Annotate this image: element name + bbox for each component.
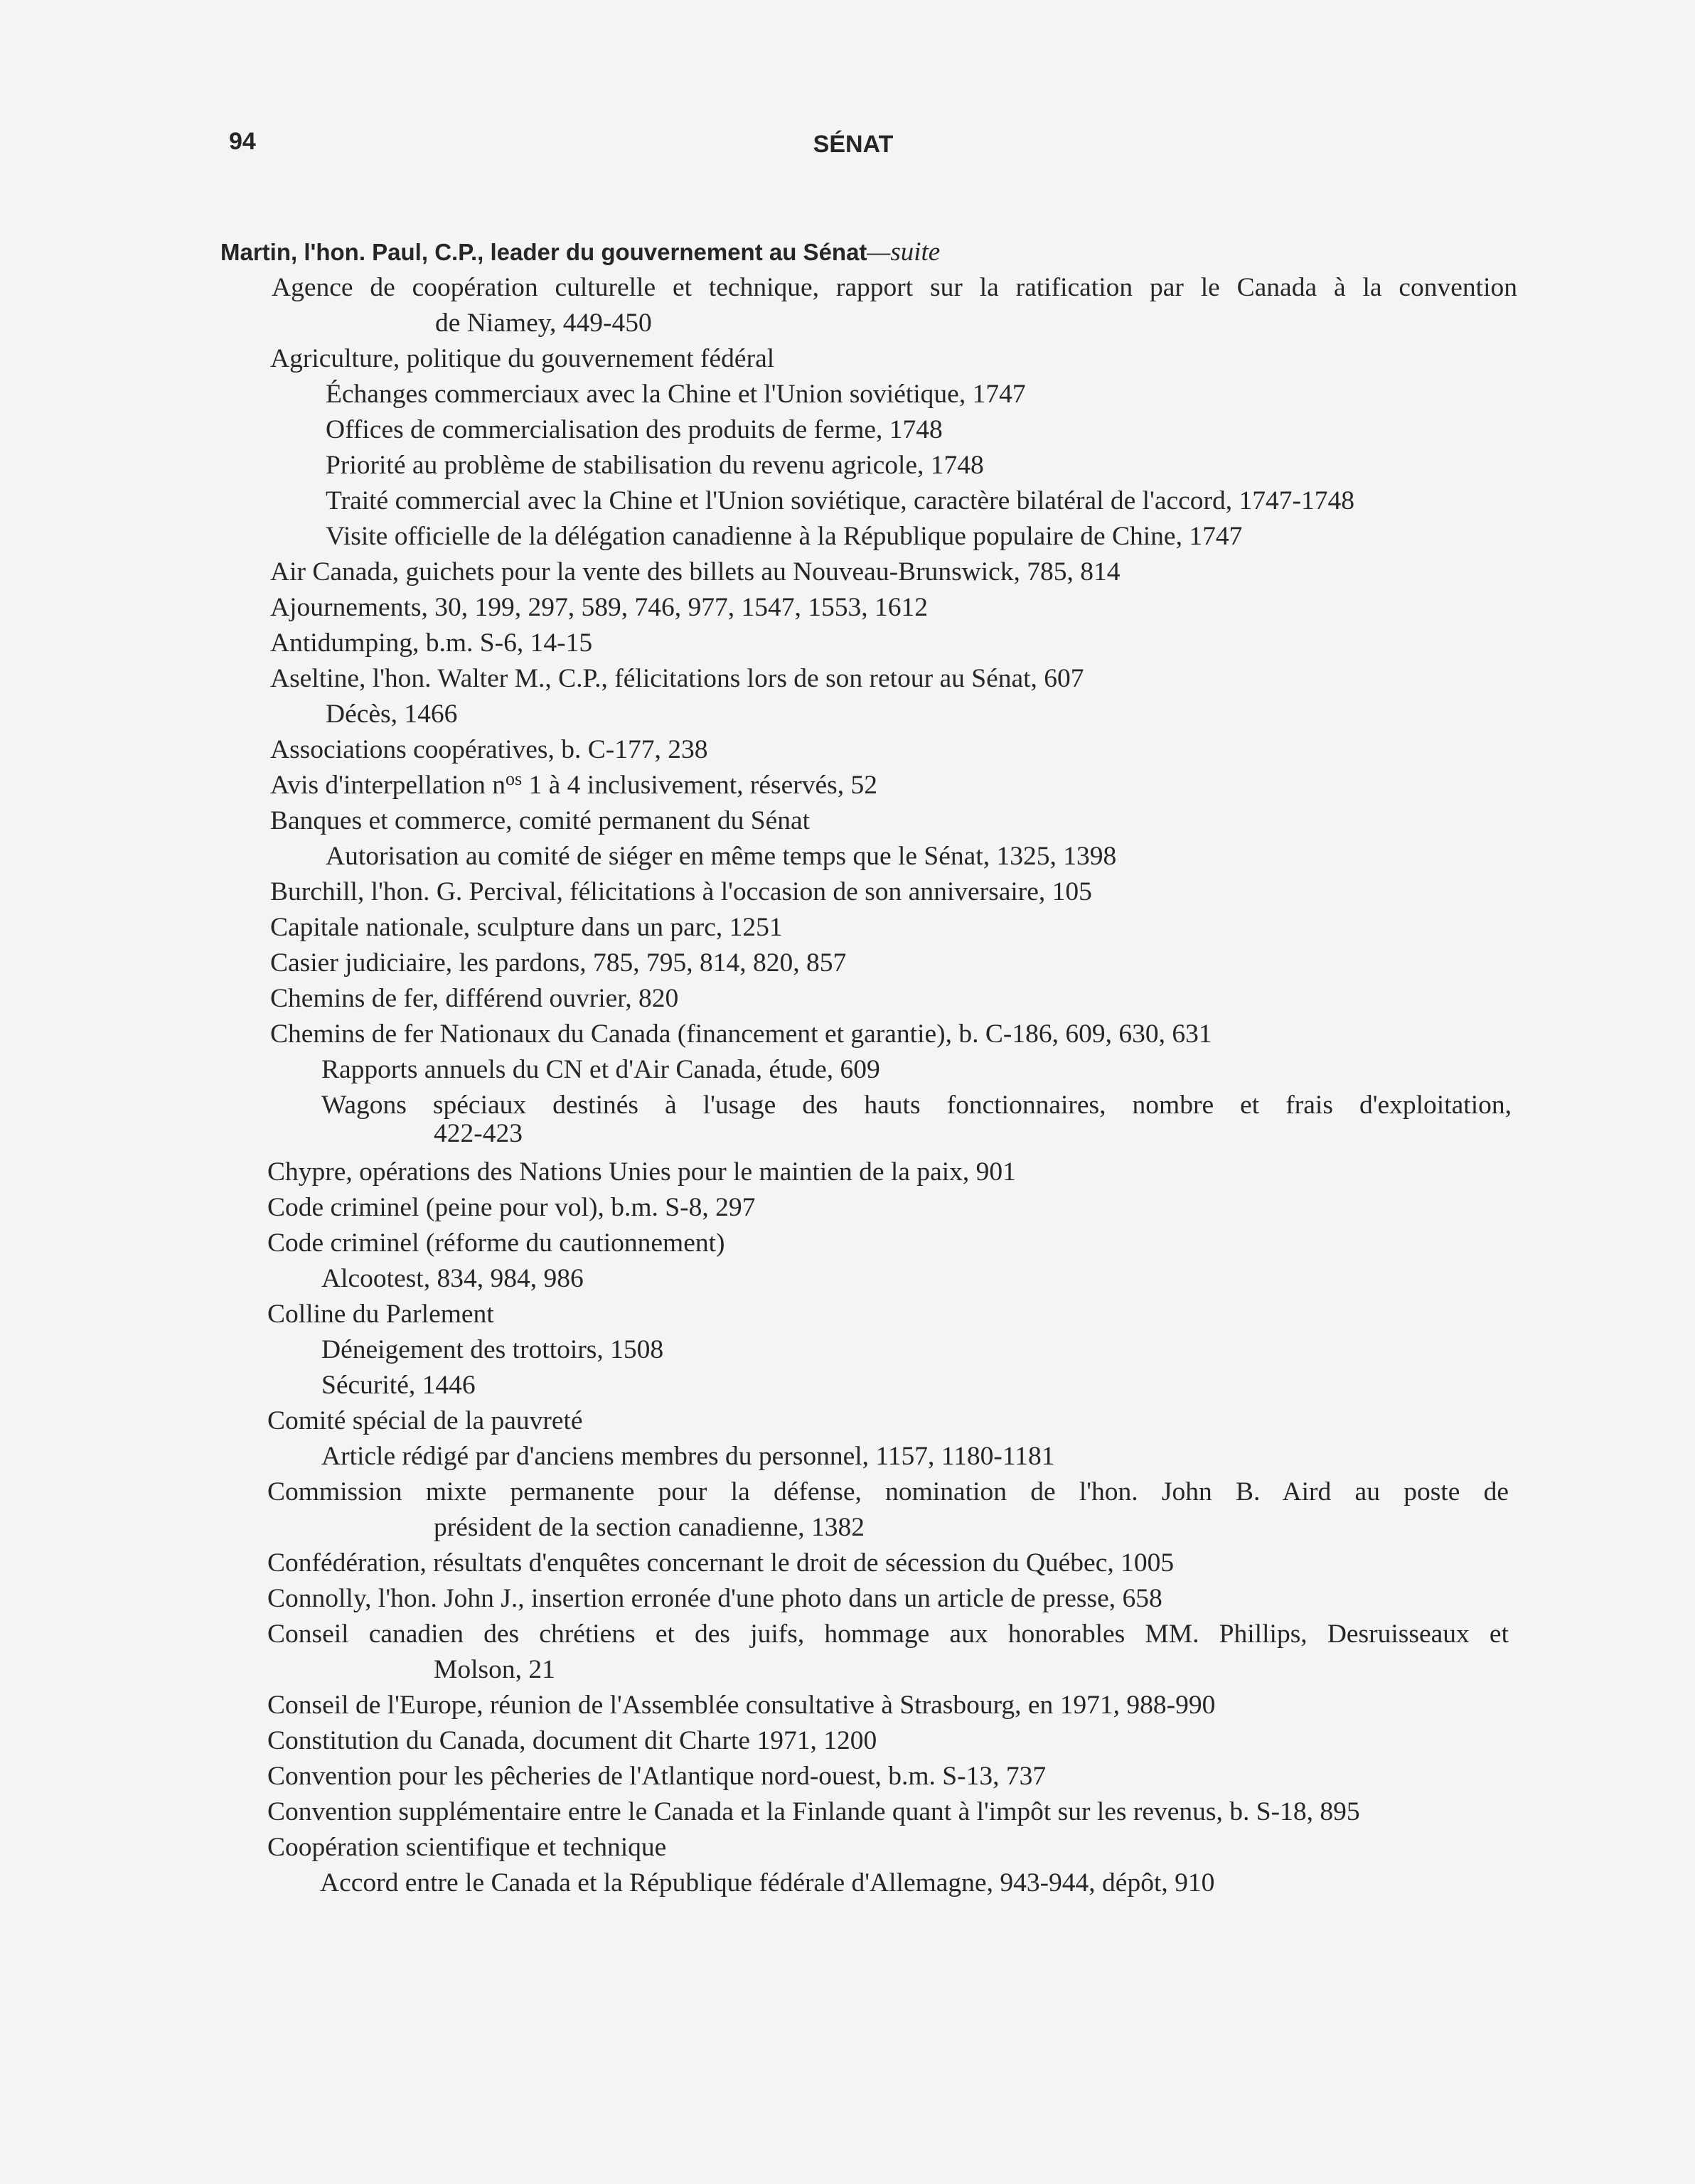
index-entry-continuation: 422-423: [434, 1119, 523, 1148]
index-entry: Coopération scientifique et technique: [267, 1833, 667, 1862]
index-entry: Convention pour les pêcheries de l'Atlantique nord-ouest, b.m. S-13, 737: [267, 1762, 1047, 1791]
index-entry: Capitale nationale, sculpture dans un parc, 1251: [270, 913, 783, 942]
index-entry: Connolly, l'hon. John J., insertion erronée d'une photo dans un article de presse, 658: [267, 1584, 1162, 1613]
index-subentry: Wagons spéciaux destinés à l'usage des hauts fonctionnaires, nombre et frais d'exploitation,: [321, 1091, 1512, 1120]
heading-name: Martin, l'hon. Paul, C.P., leader du gouvernement au Sénat: [220, 239, 867, 265]
index-subentry: Décès, 1466: [326, 700, 458, 729]
index-subentry: Autorisation au comité de siéger en même temps que le Sénat, 1325, 1398: [326, 842, 1117, 871]
index-entry-continuation: président de la section canadienne, 1382: [434, 1513, 865, 1542]
index-subentry: Priorité au problème de stabilisation du revenu agricole, 1748: [326, 451, 984, 480]
index-entry: Convention supplémentaire entre le Canada et la Finlande quant à l'impôt sur les revenus, b. S-18, 895: [267, 1797, 1360, 1826]
index-entry: Casier judiciaire, les pardons, 785, 795, 814, 820, 857: [270, 948, 847, 978]
entry-text: 1 à 4 inclusivement, réservés, 52: [522, 771, 877, 800]
index-entry: Burchill, l'hon. G. Percival, félicitations à l'occasion de son anniversaire, 105: [270, 877, 1092, 906]
index-subentry: Offices de commercialisation des produits de ferme, 1748: [326, 415, 943, 444]
index-entry: Code criminel (peine pour vol), b.m. S-8, 297: [267, 1193, 756, 1222]
index-entry: Antidumping, b.m. S-6, 14-15: [270, 628, 593, 658]
index-entry: Commission mixte permanente pour la défense, nomination de l'hon. John B. Aird au poste de: [267, 1477, 1509, 1506]
index-entry: Aseltine, l'hon. Walter M., C.P., félicitations lors de son retour au Sénat, 607: [270, 664, 1084, 693]
index-subentry: Sécurité, 1446: [321, 1371, 476, 1400]
index-subentry: Article rédigé par d'anciens membres du personnel, 1157, 1180-1181: [321, 1442, 1055, 1471]
index-subentry: Déneigement des trottoirs, 1508: [321, 1335, 664, 1364]
index-subentry: Traité commercial avec la Chine et l'Union soviétique, caractère bilatéral de l'accord, 1747-1748: [326, 486, 1354, 515]
index-entry: Associations coopératives, b. C-177, 238: [270, 735, 708, 764]
index-entry: [270, 768, 877, 803]
index-entry: Ajournements, 30, 199, 297, 589, 746, 977, 1547, 1553, 1612: [270, 593, 928, 622]
index-entry: Comité spécial de la pauvreté: [267, 1406, 583, 1435]
heading-dash: —: [867, 237, 891, 267]
index-subentry: Visite officielle de la délégation canadienne à la République populaire de Chine, 1747: [326, 522, 1243, 551]
index-entry: Chemins de fer Nationaux du Canada (financement et garantie), b. C-186, 609, 630, 631: [270, 1019, 1212, 1049]
index-entry: Chemins de fer, différend ouvrier, 820: [270, 984, 679, 1013]
index-entry: Colline du Parlement: [267, 1300, 494, 1329]
index-entry: Code criminel (réforme du cautionnement): [267, 1228, 725, 1258]
entry-text: Avis d'interpellation n: [270, 771, 506, 800]
index-entry: Agriculture, politique du gouvernement fédéral: [270, 344, 775, 373]
index-entry: Banques et commerce, comité permanent du Sénat: [270, 806, 811, 835]
index-entry: Agence de coopération culturelle et technique, rapport sur la ratification par le Canada à la convention: [272, 273, 1517, 302]
running-head: SÉNAT: [813, 131, 894, 158]
index-entry: Chypre, opérations des Nations Unies pour le maintien de la paix, 901: [267, 1157, 1016, 1187]
index-entry: Conseil canadien des chrétiens et des juifs, hommage aux honorables MM. Phillips, Desruisseaux et: [267, 1620, 1509, 1649]
index-entry-continuation: Molson, 21: [434, 1655, 555, 1684]
entry-superscript: os: [506, 769, 523, 789]
index-subentry: Rapports annuels du CN et d'Air Canada, étude, 609: [321, 1055, 880, 1084]
index-entry: Constitution du Canada, document dit Charte 1971, 1200: [267, 1726, 877, 1755]
index-entry: Conseil de l'Europe, réunion de l'Assemblée consultative à Strasbourg, en 1971, 988-990: [267, 1691, 1216, 1720]
index-subentry: Alcootest, 834, 984, 986: [321, 1264, 584, 1293]
index-subentry: Accord entre le Canada et la République fédérale d'Allemagne, 943-944, dépôt, 910: [320, 1868, 1215, 1897]
index-entry: Air Canada, guichets pour la vente des billets au Nouveau-Brunswick, 785, 814: [270, 557, 1121, 587]
index-heading: [220, 235, 940, 270]
page-number: 94: [229, 128, 256, 155]
index-subentry: Échanges commerciaux avec la Chine et l'Union soviétique, 1747: [326, 380, 1026, 409]
index-entry: Confédération, résultats d'enquêtes concernant le droit de sécession du Québec, 1005: [267, 1548, 1175, 1578]
index-entry-continuation: de Niamey, 449-450: [435, 309, 652, 338]
heading-suite: suite: [890, 237, 941, 267]
